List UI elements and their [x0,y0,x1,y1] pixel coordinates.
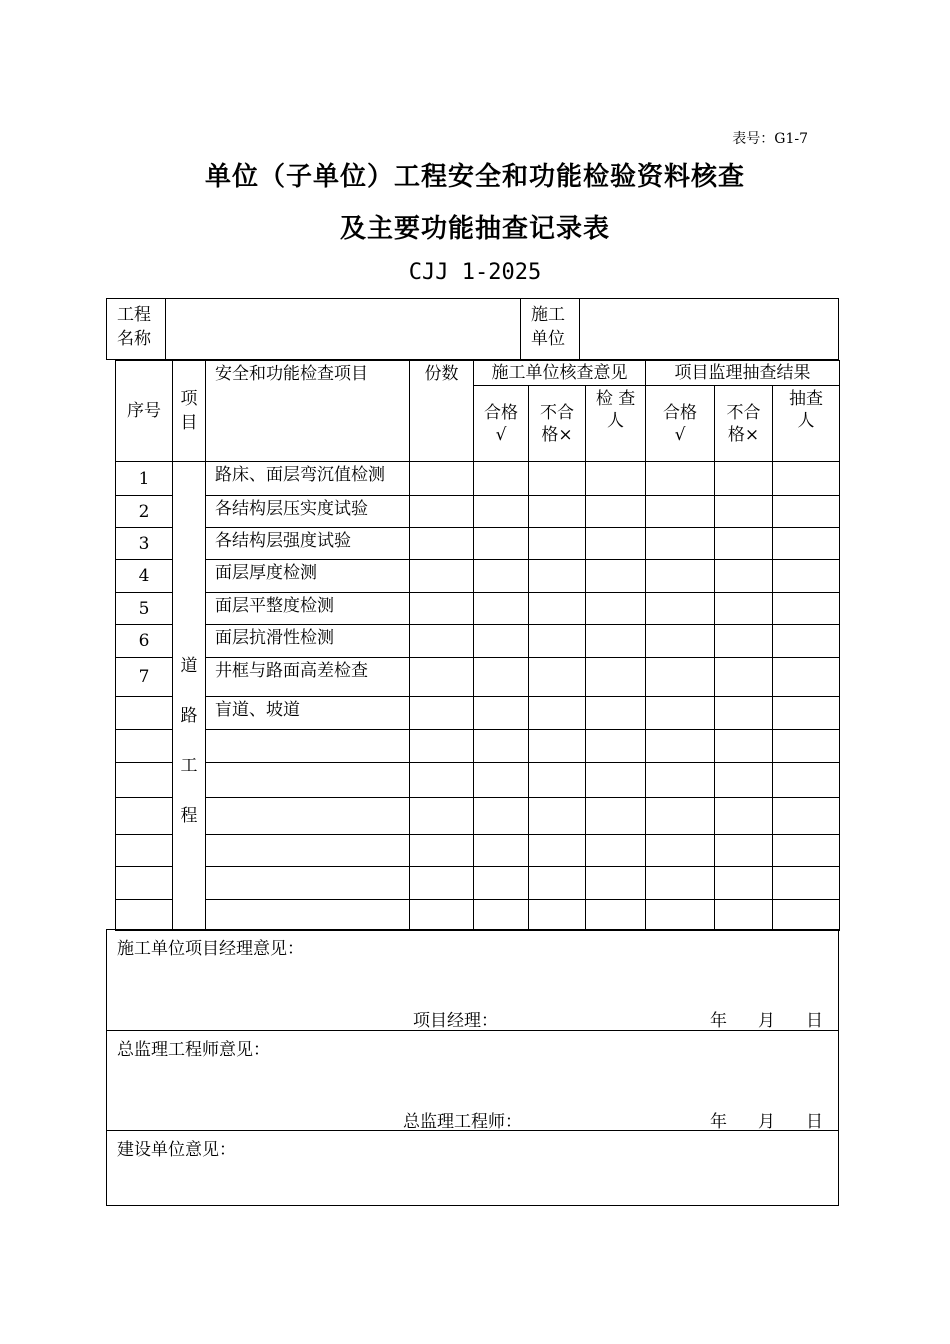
pm-day: 日 [806,1011,823,1031]
header-sup-qualified: 合格 √ [646,386,715,462]
row-input-cell[interactable] [474,462,529,496]
header-check-item: 安全和功能检查项目 [206,361,410,462]
chief-month: 月 [758,1112,775,1132]
row-input-cell[interactable] [529,835,586,867]
row-input-cell[interactable] [410,835,474,867]
project-name-label: 工程 名称 [117,305,151,349]
row-input-cell[interactable] [715,730,773,763]
row-input-cell[interactable] [529,462,586,496]
row-input-cell[interactable] [715,867,773,900]
row-seq [116,900,173,931]
owner-opinion-label: 建设单位意见： [117,1140,236,1160]
row-input-cell[interactable] [773,900,840,931]
table-row [116,593,840,625]
row-input-cell[interactable] [773,593,840,625]
project-name-field[interactable] [166,299,520,359]
row-input-cell[interactable] [474,593,529,625]
header-sup-unqualified: 不合 格× [715,386,773,462]
row-input-cell[interactable] [529,528,586,560]
table-row [116,560,840,593]
row-input-cell[interactable] [474,730,529,763]
row-check-item: 路床、面层弯沉值检测 [206,462,410,496]
row-input-cell[interactable] [773,763,840,798]
row-input-cell[interactable] [474,560,529,593]
row-check-item [206,900,410,931]
row-input-cell[interactable] [586,867,646,900]
row-input-cell[interactable] [715,835,773,867]
row-input-cell[interactable] [646,730,715,763]
row-check-item [206,798,410,835]
header-checker: 检 查 人 [586,386,646,462]
row-check-item [206,867,410,900]
table-row [116,900,840,931]
row-input-cell[interactable] [715,625,773,658]
row-input-cell[interactable] [715,900,773,931]
table-row [116,496,840,528]
row-input-cell[interactable] [474,697,529,730]
row-input-cell[interactable] [646,560,715,593]
page-title: 单位（子单位）工程安全和功能检验资料核查 [204,162,745,192]
table-row [116,625,840,658]
row-input-cell[interactable] [646,496,715,528]
row-seq: 3 [116,528,173,560]
row-input-cell[interactable] [586,528,646,560]
row-input-cell[interactable] [773,867,840,900]
row-input-cell[interactable] [410,900,474,931]
owner-opinion-section[interactable] [106,1130,839,1206]
row-seq [116,697,173,730]
table-row [116,798,840,835]
row-input-cell[interactable] [586,730,646,763]
row-seq: 4 [116,560,173,593]
row-input-cell[interactable] [474,658,529,697]
constructor-label: 施工 单位 [531,305,565,349]
row-input-cell[interactable] [586,763,646,798]
row-input-cell[interactable] [773,798,840,835]
row-check-item [206,763,410,798]
row-input-cell[interactable] [410,593,474,625]
row-input-cell[interactable] [715,462,773,496]
row-seq [116,730,173,763]
row-input-cell[interactable] [410,697,474,730]
row-input-cell[interactable] [715,593,773,625]
row-input-cell[interactable] [474,900,529,931]
row-input-cell[interactable] [773,730,840,763]
row-check-item: 各结构层压实度试验 [206,496,410,528]
row-input-cell[interactable] [586,658,646,697]
row-input-cell[interactable] [646,900,715,931]
row-input-cell[interactable] [646,658,715,697]
header-item: 项 目 [173,361,206,462]
standard-code: CJJ 1-2025 [408,260,542,285]
row-input-cell[interactable] [586,496,646,528]
header-inspector: 抽查 人 [773,386,840,462]
table-row [116,730,840,763]
row-input-cell[interactable] [529,496,586,528]
row-input-cell[interactable] [529,658,586,697]
row-input-cell[interactable] [646,462,715,496]
row-input-cell[interactable] [773,462,840,496]
row-input-cell[interactable] [715,560,773,593]
row-input-cell[interactable] [646,835,715,867]
header-seq: 序号 [116,361,173,462]
row-seq: 6 [116,625,173,658]
chief-opinion-section[interactable] [106,1030,839,1131]
chief-day: 日 [806,1112,823,1132]
table-row [116,763,840,798]
row-input-cell[interactable] [586,697,646,730]
row-input-cell[interactable] [529,867,586,900]
row-input-cell[interactable] [474,798,529,835]
row-input-cell[interactable] [646,528,715,560]
row-input-cell[interactable] [773,560,840,593]
row-input-cell[interactable] [410,867,474,900]
pm-year: 年 [710,1011,727,1031]
row-input-cell[interactable] [586,560,646,593]
row-input-cell[interactable] [529,560,586,593]
row-input-cell[interactable] [715,697,773,730]
row-input-cell[interactable] [773,528,840,560]
row-seq [116,798,173,835]
chief-year: 年 [710,1112,727,1132]
row-input-cell[interactable] [474,625,529,658]
page-subtitle: 及主要功能抽查记录表 [339,214,610,244]
row-input-cell[interactable] [646,867,715,900]
table-row [116,835,840,867]
table-row [116,462,840,496]
row-seq: 5 [116,593,173,625]
row-input-cell[interactable] [529,763,586,798]
row-input-cell[interactable] [586,462,646,496]
row-input-cell[interactable] [586,625,646,658]
row-input-cell[interactable] [410,625,474,658]
header-copies: 份数 [410,361,474,462]
category-road-engineering: 道 路 工 程 [173,462,206,931]
row-input-cell[interactable] [410,730,474,763]
row-input-cell[interactable] [773,625,840,658]
row-input-cell[interactable] [773,697,840,730]
row-input-cell[interactable] [410,496,474,528]
row-check-item: 面层厚度检测 [206,560,410,593]
row-input-cell[interactable] [773,496,840,528]
row-seq [116,867,173,900]
row-input-cell[interactable] [646,593,715,625]
row-input-cell[interactable] [474,867,529,900]
row-input-cell[interactable] [474,835,529,867]
row-input-cell[interactable] [646,798,715,835]
row-check-item: 盲道、坡道 [206,697,410,730]
row-check-item: 各结构层强度试验 [206,528,410,560]
row-input-cell[interactable] [773,835,840,867]
row-input-cell[interactable] [586,900,646,931]
row-seq [116,763,173,798]
row-seq: 2 [116,496,173,528]
row-input-cell[interactable] [410,560,474,593]
chief-opinion-label: 总监理工程师意见： [117,1040,270,1060]
row-check-item: 面层抗滑性检测 [206,625,410,658]
row-input-cell[interactable] [529,593,586,625]
constructor-field[interactable] [580,299,838,359]
row-input-cell[interactable] [410,658,474,697]
row-input-cell[interactable] [715,496,773,528]
row-input-cell[interactable] [586,835,646,867]
row-input-cell[interactable] [529,730,586,763]
chief-sign-label: 总监理工程师： [403,1112,522,1132]
header-qualified: 合格 √ [474,386,529,462]
row-input-cell[interactable] [410,798,474,835]
table-row [116,867,840,900]
row-check-item: 面层平整度检测 [206,593,410,625]
row-input-cell[interactable] [715,658,773,697]
header-supervisor-result: 项目监理抽查结果 [646,361,840,386]
row-input-cell[interactable] [715,763,773,798]
row-check-item [206,730,410,763]
row-input-cell[interactable] [586,593,646,625]
row-input-cell[interactable] [529,798,586,835]
row-seq: 1 [116,462,173,496]
form-number: 表号：G1-7 [732,131,808,147]
row-check-item [206,835,410,867]
table-row [116,697,840,730]
row-input-cell[interactable] [773,658,840,697]
row-input-cell[interactable] [474,528,529,560]
pm-sign-label: 项目经理： [413,1011,498,1031]
inspection-table [115,360,840,931]
table-row [116,528,840,560]
pm-month: 月 [758,1011,775,1031]
row-input-cell[interactable] [529,900,586,931]
row-input-cell[interactable] [474,496,529,528]
project-info-box [106,298,839,360]
row-input-cell[interactable] [410,763,474,798]
row-input-cell[interactable] [529,625,586,658]
table-row [116,658,840,697]
row-input-cell[interactable] [410,528,474,560]
row-input-cell[interactable] [474,763,529,798]
row-seq: 7 [116,658,173,697]
row-input-cell[interactable] [529,697,586,730]
pm-opinion-section[interactable] [106,929,839,1031]
row-seq [116,835,173,867]
header-unqualified: 不合 格× [529,386,586,462]
row-input-cell[interactable] [646,697,715,730]
row-check-item: 井框与路面高差检查 [206,658,410,697]
row-input-cell[interactable] [715,528,773,560]
header-constructor-opinion: 施工单位核查意见 [474,361,646,386]
row-input-cell[interactable] [586,798,646,835]
row-input-cell[interactable] [646,763,715,798]
row-input-cell[interactable] [646,625,715,658]
row-input-cell[interactable] [715,798,773,835]
row-input-cell[interactable] [410,462,474,496]
pm-opinion-label: 施工单位项目经理意见： [117,939,304,959]
